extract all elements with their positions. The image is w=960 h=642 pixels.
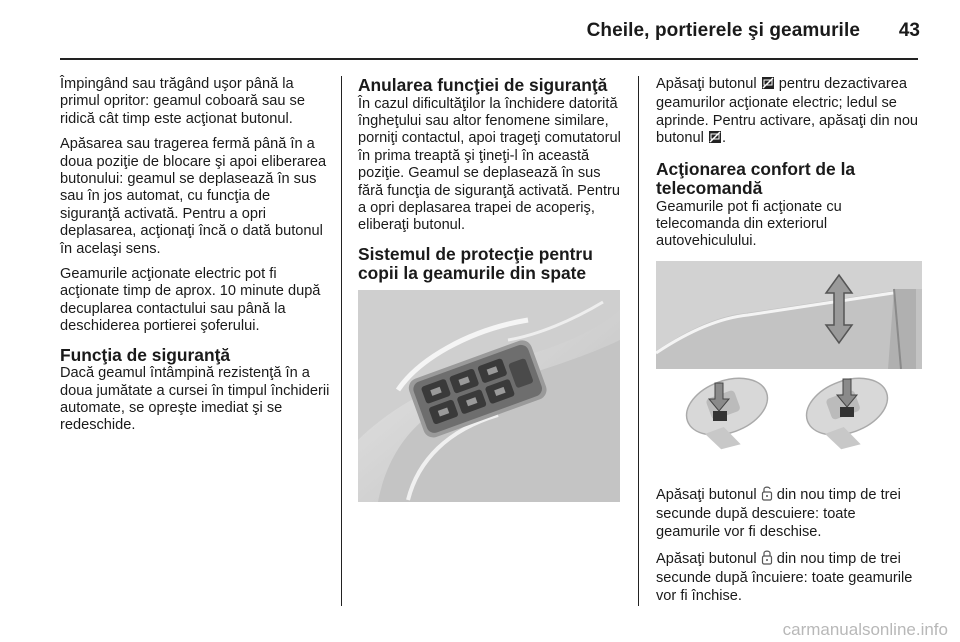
page-header bbox=[60, 18, 922, 58]
column-divider-1 bbox=[341, 76, 342, 606]
heading-child-safety: Sistemul de protecţie pentru copii la geamurile din spate bbox=[358, 243, 593, 284]
window-lock-icon bbox=[708, 130, 722, 149]
column-3 bbox=[656, 76, 922, 613]
window-lock-icon bbox=[761, 76, 775, 95]
column-1 bbox=[60, 76, 330, 443]
paragraph-safety-function: Dacă geamul întâmpină rezistenţă în a doua jumătate a cursei în timpul închiderii automate, se opreşte imediat şi se redeschide. bbox=[60, 365, 330, 434]
remote-window-illustration bbox=[656, 261, 922, 471]
watermark: carmanualsonline.info bbox=[782, 620, 948, 639]
padlock-open-icon bbox=[761, 485, 773, 506]
paragraph-remote-lock: Apăsaţi butonul din nou timp de trei secunde după încuiere: toate geamurile vor fi închise. bbox=[656, 551, 913, 604]
column-2 bbox=[358, 76, 624, 502]
padlock-closed-icon bbox=[761, 549, 773, 570]
paragraph-ignition-off: Geamurile acţionate electric pot fi acţionate timp de aprox. 10 minute după decuplarea contactului sau până la deschiderea portierei şoferului. bbox=[60, 266, 321, 335]
paragraph-second-stop: Apăsarea sau tragerea fermă până în a doua poziţie de blocare şi apoi eliberarea butonului: geamul se deplasează în sus sau în jos automat, cu funcţia de siguranţă activată. Pentru a opri deplasarea, acţionaţi încă o dată butonul în acelaşi sens. bbox=[60, 136, 327, 257]
paragraph-remote-control: Geamurile pot fi acţionate cu telecomanda din exteriorul autovehiculului. bbox=[656, 198, 842, 250]
heading-override-safety: Anularea funcţiei de siguranţă bbox=[358, 75, 608, 95]
page-title: Cheile, portierele şi geamurile bbox=[586, 20, 860, 41]
heading-safety-function: Funcţia de siguranţă bbox=[60, 344, 231, 365]
paragraph-remote-unlock: Apăsaţi butonul din nou timp de trei secunde după descuiere: toate geamurile vor fi deschise. bbox=[656, 486, 901, 540]
paragraph-override-safety: În cazul dificultăţilor la închidere datorită îngheţului sau altor fenomene similare, porniţi contactul, apoi trageţi comutatorul în prima treaptă şi ţineţi-l în această poziţie. Geamul se deplasează în sus fără funcţia de siguranţă activată. Pentru a opri deplasarea trapei de acoperiş, eliberaţi butonul. bbox=[358, 95, 621, 234]
page-number: 43 bbox=[898, 20, 920, 41]
paragraph-child-lock: Apăsaţi butonul pentru dezactivarea geamurilor acţionate electric; ledul se aprinde. Pentru activare, apăsaţi din nou butonul . bbox=[656, 76, 922, 150]
heading-remote-control: Acţionarea confort de la telecomandă bbox=[656, 158, 856, 199]
column-divider-2 bbox=[638, 76, 639, 606]
door-switch-panel-illustration bbox=[358, 290, 620, 502]
paragraph-first-stop: Împingând sau trăgând uşor până la primul opritor: geamul coboară sau se ridică cât timp este acţionat butonul. bbox=[60, 76, 305, 127]
header-divider bbox=[60, 58, 918, 60]
